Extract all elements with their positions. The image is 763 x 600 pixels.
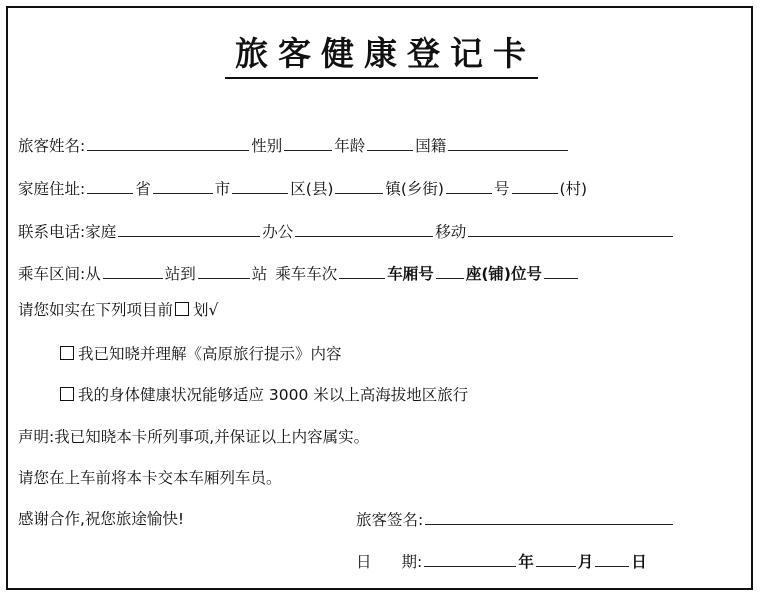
journey-label: 乘车区间: [18, 265, 86, 283]
date-line [356, 549, 647, 573]
district-field[interactable] [232, 176, 288, 194]
day-label: 日 [631, 553, 647, 571]
signature-label: 旅客签名: [356, 511, 424, 529]
village-field[interactable] [512, 176, 558, 194]
date-label-1: 日 [356, 553, 372, 571]
number-field[interactable] [446, 176, 492, 194]
age-field[interactable] [367, 133, 413, 151]
month-field[interactable] [536, 549, 576, 567]
handover-note: 请您在上车前将本卡交本车厢列车员。 [18, 469, 282, 487]
checkbox-item-health-ok [60, 383, 468, 407]
seat-label: 座(铺)位号 [465, 265, 542, 283]
carriage-field[interactable] [436, 261, 464, 279]
station-to-label: 站到 [164, 265, 196, 283]
health-ok-text: 我的身体健康状况能够适应 3000 米以上高海拔地区旅行 [78, 386, 469, 404]
row-journey [18, 261, 580, 285]
sex-label: 性别 [251, 137, 283, 155]
seat-field[interactable] [544, 261, 578, 279]
instruction-line [18, 298, 218, 322]
row-address [18, 176, 587, 200]
day-field[interactable] [595, 549, 629, 567]
carriage-label: 车厢号 [387, 265, 434, 283]
nationality-label: 国籍 [415, 137, 447, 155]
year-label: 年 [518, 553, 534, 571]
name-label: 旅客姓名: [18, 137, 86, 155]
instruction-mark: 划√ [193, 301, 219, 319]
province-field[interactable] [87, 176, 133, 194]
mobile-phone-field[interactable] [468, 219, 673, 237]
city-label: 市 [214, 180, 231, 198]
age-label: 年龄 [334, 137, 366, 155]
district-label: 区(县) [290, 180, 334, 198]
mobile-phone-label: 移动 [435, 223, 467, 241]
town-label: 镇(乡街) [385, 180, 444, 198]
checkbox-item-altitude-tips [60, 342, 342, 366]
month-label: 月 [577, 553, 594, 571]
from-station-field[interactable] [103, 261, 163, 279]
home-phone-label: 家庭 [85, 223, 117, 241]
health-ok-checkbox[interactable] [60, 387, 74, 401]
city-field[interactable] [153, 176, 213, 194]
thanks-note: 感谢合作,祝您旅途愉快! [18, 510, 185, 528]
nationality-field[interactable] [448, 133, 568, 151]
to-station-field[interactable] [198, 261, 250, 279]
date-label-2: 期: [401, 553, 423, 571]
station-label: 站 [251, 265, 268, 283]
card-title: 旅客健康登记卡 [0, 28, 763, 75]
sample-checkbox-icon [175, 302, 189, 316]
altitude-tips-checkbox[interactable] [60, 346, 74, 360]
province-label: 省 [135, 180, 151, 198]
signature-field[interactable] [425, 507, 673, 525]
office-phone-label: 办公 [262, 223, 294, 241]
year-field[interactable] [424, 549, 516, 567]
train-field[interactable] [339, 261, 385, 279]
village-label: (村) [559, 180, 588, 198]
row-personal-info [18, 133, 570, 157]
instruction-text: 请您如实在下列项目前 [18, 301, 174, 319]
address-label: 家庭住址: [18, 180, 86, 198]
declaration: 声明:我已知晓本卡所列事项,并保证以上内容属实。 [18, 428, 370, 446]
from-label: 从 [85, 265, 101, 283]
sex-field[interactable] [284, 133, 332, 151]
train-label: 乘车车次 [275, 265, 338, 283]
number-label: 号 [493, 180, 510, 198]
home-phone-field[interactable] [118, 219, 260, 237]
altitude-tips-text: 我已知晓并理解《高原旅行提示》内容 [78, 345, 342, 363]
name-field[interactable] [87, 133, 249, 151]
office-phone-field[interactable] [295, 219, 433, 237]
row-phone [18, 219, 675, 243]
town-field[interactable] [335, 176, 383, 194]
signature-line [356, 507, 675, 531]
phone-label: 联系电话: [18, 223, 86, 241]
